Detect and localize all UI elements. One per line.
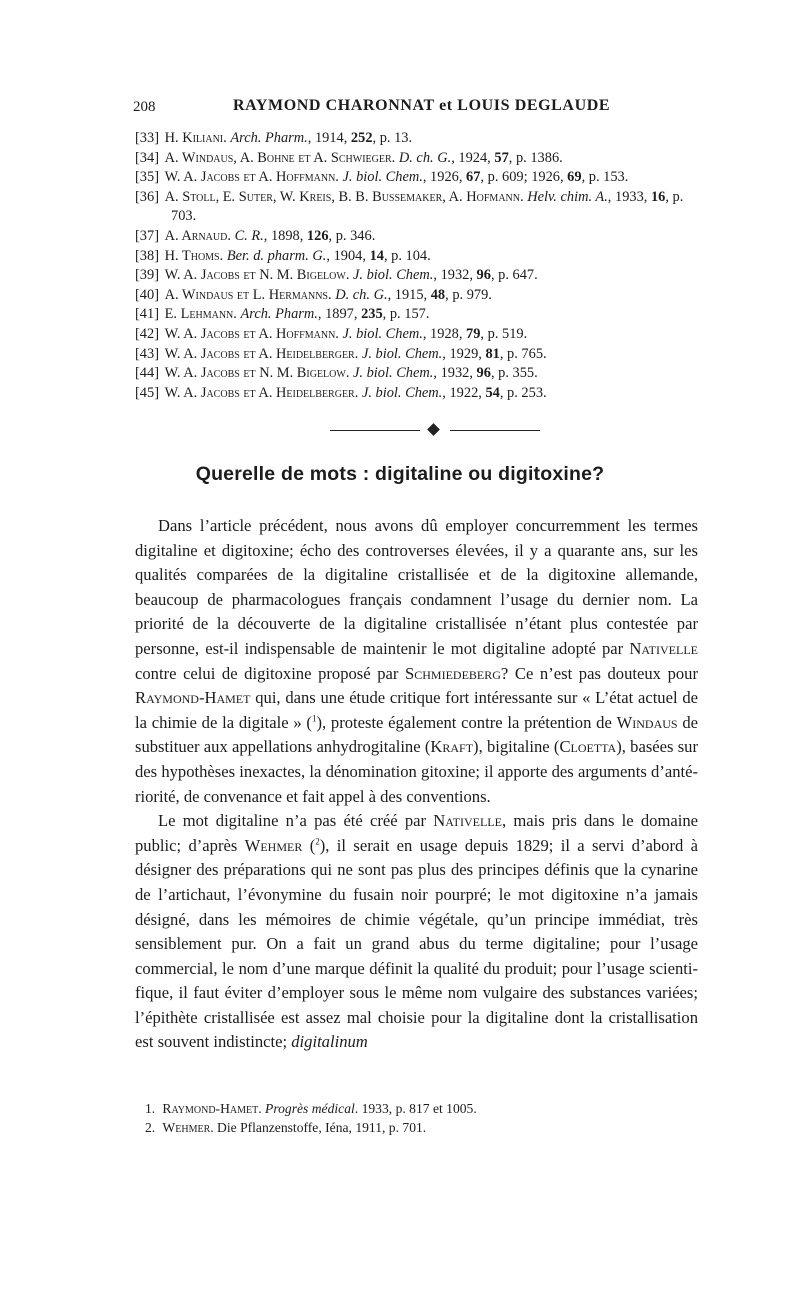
paragraph: Le mot digitaline n’a pas été créé par Nativelle, mais pris dans le domaine public; d’après Wehmer ($^2$), il serait en usage depuis 1829; il a servi d’abord à désigner des préparations qui ne sont pas plus des principes définis que la cynarine de l’artichaut, l’évonymine du fusain noir pourpré; le mot digitoxine n’a jamais désigné, dans les mémoires de chimie végétale, qu’un principe immédiat, très sensiblement pur. On a fait un grand abus du terme digitaline; pour l’usage commercial, le nom d’une marque définit la qualité du produit; pour l’usage scientifique, il faut éviter d’employer sous le même nom vulgaire des substances variées; l’épithète cristallisée est assez mal choisie pour la digitaline dont la cristallisation est souvent indistincte; digitalinum — [135, 811, 699, 1052]
footnote: 1. Raymond-Hamet. Progrès médical. 1933, p. 817 et 1005. — [145, 1100, 685, 1119]
reference-journal: Arch. Pharm. — [230, 130, 308, 146]
reference-number: [ 41 ] — [135, 305, 161, 325]
reference-volume: 67 — [466, 169, 481, 186]
latin-term: digitalinum — [291, 1032, 368, 1052]
reference-item: [ 42 ] W. A. Jacobs et A. Hoffmann. J. biol. Chem., 1928, 79, p. 519. — [135, 325, 695, 345]
reference-number: [ 33 ] — [135, 129, 161, 149]
reference-journal: J. biol. Chem. — [353, 267, 434, 284]
reference-number: [ 35 ] — [135, 168, 161, 188]
reference-volume: 79 — [466, 325, 481, 342]
reference-journal: Helv. chim. A. — [527, 188, 608, 205]
reference-authors: A. Windaus et L. Hermanns. — [164, 286, 332, 303]
page-number: 208 — [133, 99, 156, 115]
person-name: Wehmer — [244, 835, 303, 855]
reference-item: [ 40 ] A. Windaus et L. Hermanns. D. ch. G., 1915, 48, p. 979. — [135, 286, 695, 306]
footnote-ref: 1 — [311, 713, 317, 724]
person-name: Windaus — [616, 712, 678, 732]
footnote-number: 1. — [145, 1101, 156, 1116]
divider-line — [450, 430, 540, 431]
reference-volume: 235 — [361, 306, 383, 323]
reference-journal: D. ch. G. — [335, 286, 388, 303]
reference-authors: A. Stoll, E. Suter, W. Kreis, B. B. Bussemaker, A. Hofmann. — [164, 188, 524, 205]
footnote-number: 2. — [145, 1119, 156, 1135]
reference-authors: H. Thoms. — [164, 247, 224, 264]
reference-item: [ 43 ] W. A. Jacobs et A. Heidelberger. J. biol. Chem., 1929, 81, p. 765. — [135, 345, 695, 365]
running-head: RAYMOND CHARONNAT et LOUIS DEGLAUDE — [233, 97, 611, 114]
person-name: Nativelle — [433, 811, 502, 831]
reference-item: [ 39 ] W. A. Jacobs et N. M. Bigelow. J. biol. Chem., 1932, 96, p. 647. — [135, 266, 695, 286]
reference-item: [ 34 ] A. Windaus, A. Bohne et A. Schwieger. D. ch. G., 1924, 57, p. 1386. — [135, 149, 695, 169]
reference-number: [ 43 ] — [135, 345, 161, 365]
footnote-author: Wehmer. — [162, 1119, 214, 1135]
reference-journal: J. biol. Chem. — [342, 325, 423, 342]
reference-authors: W. A. Jacobs et N. M. Bigelow. — [164, 267, 350, 284]
footnote-author: Raymond-Hamet. — [162, 1101, 262, 1116]
reference-number: [ 36 ] — [135, 188, 161, 208]
person-name: Schmiedeberg — [405, 663, 501, 683]
reference-volume: 57 — [494, 149, 509, 166]
reference-volume: 54 — [485, 384, 500, 401]
reference-number: [ 40 ] — [135, 286, 161, 306]
reference-item: [ 33 ] H. Kiliani. Arch. Pharm., 1914, 252, p. 13. — [135, 129, 695, 149]
reference-item: [ 45 ] W. A. Jacobs et A. Heidelberger. J. biol. Chem., 1922, 54, p. 253. — [135, 384, 695, 404]
section-divider — [330, 424, 540, 438]
diamond-ornament-icon — [427, 423, 440, 436]
person-name: Cloetta — [559, 737, 617, 757]
reference-journal: J. biol. Chem. — [361, 384, 443, 401]
reference-number: [ 45 ] — [135, 384, 161, 404]
reference-authors: A. Windaus, A. Bohne et A. Schwieger. — [164, 149, 396, 166]
reference-item: [ 37 ] A. Arnaud. C. R., 1898, 126, p. 346. — [135, 227, 695, 247]
person-name: Raymond-Hamet — [135, 688, 251, 708]
reference-authors: E. Lehmann. — [164, 306, 237, 323]
reference-item: [ 38 ] H. Thoms. Ber. d. pharm. G., 1904, 14, p. 104. — [135, 247, 695, 267]
reference-volume: 16 — [650, 188, 666, 205]
reference-authors: W. A. Jacobs et A. Heidelberger. — [164, 345, 359, 362]
reference-authors: A. Arnaud. — [164, 227, 231, 244]
divider-line — [330, 430, 420, 431]
reference-volume: 126 — [306, 227, 329, 244]
footnote-list — [145, 1100, 685, 1137]
reference-number: [ 42 ] — [135, 325, 161, 345]
section-title: Querelle de mots : digitaline ou digitoxine? — [195, 463, 605, 485]
reference-number: [ 34 ] — [135, 149, 161, 169]
paragraph: Dans l’article précédent, nous avons dû employer concurremment les termes digitaline et digitoxine; écho des controverses élevées, il y a quarante ans, sur les qualités comparées de la digitaline cristallisée et de la digitoxine allemande, beaucoup de pharmacologues français condamnent l’usage du dernier nom. La priorité de la découverte de la digitaline cristallisée n’étant plus contestée par personne, est-il indispensable de maintenir le mot digitaline adopté par Nativelle contre celui de digitoxine proposé par Schmiedeberg? Ce n’est pas douteux pour Raymond-Hamet qui, dans une étude critique fort intéressante sur « L’état actuel de la chimie de la digitale » ($^1$), proteste également contre la prétention de Windaus de substituer aux appellations anhydrogitaline (Kraft), bigitaline (Cloetta), basées sur des hypothèses inexactes, la dénomination gitoxine; il apporte des arguments d’antériorité, de convenance et fait appel à des conventions. — [135, 516, 699, 806]
reference-journal: D. ch. G. — [398, 149, 452, 166]
reference-item: [ 35 ] W. A. Jacobs et A. Hoffmann. J. biol. Chem., 1926, 67, p. 609; 1926, 69, p. 153. — [135, 168, 695, 188]
reference-volume: 48 — [430, 286, 446, 303]
reference-number: [ 38 ] — [135, 247, 161, 267]
reference-list — [135, 129, 695, 403]
reference-journal: Ber. d. pharm. G. — [226, 247, 327, 264]
reference-number: [ 39 ] — [135, 266, 161, 286]
footnote-title: Progrès médical — [265, 1101, 355, 1116]
reference-journal: J. biol. Chem. — [342, 169, 423, 186]
footnote: 2. Wehmer. Die Pflanzenstoffe, Iéna, 1911, p. 701. — [145, 1119, 685, 1138]
article-body — [135, 514, 698, 1055]
reference-authors: W. A. Jacobs et A. Hoffmann. — [164, 325, 339, 342]
footnote-ref: 2 — [315, 836, 320, 847]
reference-journal: C. R. — [234, 227, 264, 244]
reference-volume: 81 — [485, 345, 500, 362]
reference-authors: W. A. Jacobs et N. M. Bigelow. — [164, 365, 350, 382]
reference-item: [ 41 ] E. Lehmann. Arch. Pharm., 1897, 235, p. 157. — [135, 305, 695, 325]
reference-item: [ 44 ] W. A. Jacobs et N. M. Bigelow. J. biol. Chem., 1932, 96, p. 355. — [135, 364, 695, 384]
reference-authors: H. Kiliani. — [164, 130, 227, 146]
reference-number: [ 37 ] — [135, 227, 161, 247]
reference-volume: 252 — [350, 130, 373, 146]
reference-authors: W. A. Jacobs et A. Heidelberger. — [164, 384, 359, 401]
reference-item: [ 36 ] A. Stoll, E. Suter, W. Kreis, B. B. Bussemaker, A. Hofmann. Helv. chim. A., 1933, 16, p. 703. — [135, 188, 695, 227]
reference-authors: W. A. Jacobs et A. Hoffmann. — [164, 169, 339, 186]
reference-volume: 14 — [369, 247, 384, 264]
reference-number: [ 44 ] — [135, 364, 161, 384]
reference-journal: J. biol. Chem. — [361, 345, 443, 362]
reference-journal: J. biol. Chem. — [353, 365, 434, 382]
person-name: Kraft — [430, 737, 474, 757]
reference-volume: 96 — [476, 365, 491, 382]
reference-volume: 96 — [476, 267, 491, 284]
reference-journal: Arch. Pharm. — [240, 306, 318, 323]
reference-volume: 69 — [567, 169, 582, 186]
person-name: Nativelle — [629, 638, 698, 658]
